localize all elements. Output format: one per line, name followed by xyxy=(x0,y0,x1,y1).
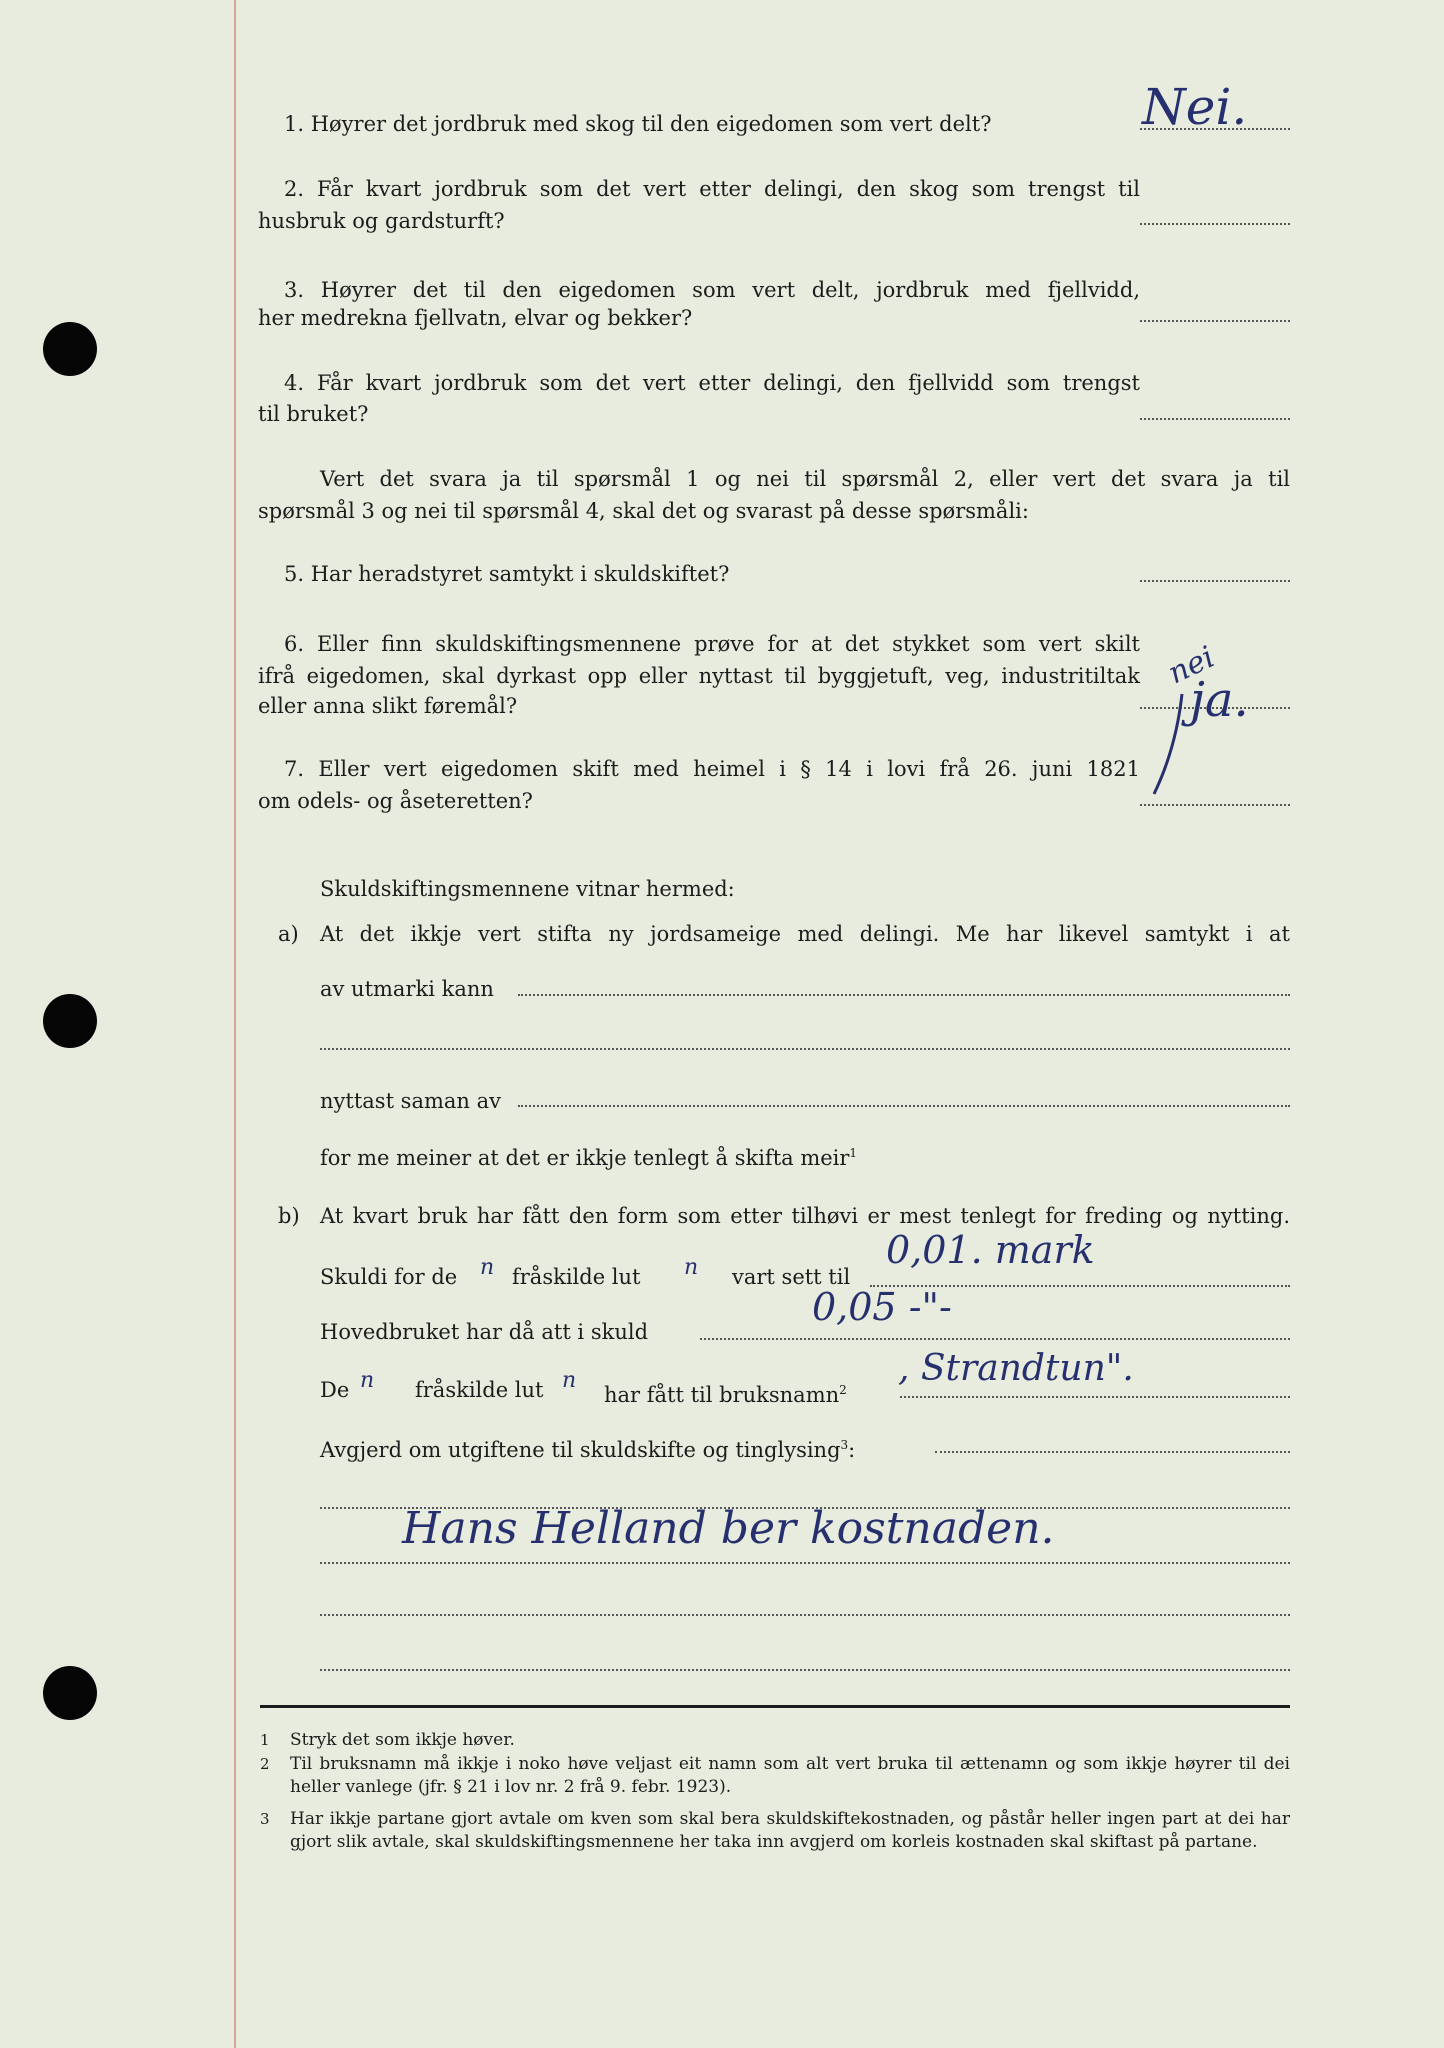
question-3-line-2: her medrekna fjellvatn, elvar og bekker? xyxy=(258,306,693,330)
answer-line-5 xyxy=(1140,580,1290,582)
avgjerd-line xyxy=(935,1451,1290,1453)
answer-line-7 xyxy=(1140,804,1290,806)
skuld-label-c: vart sett til xyxy=(732,1265,851,1289)
skuld-label-a: Skuldi for de xyxy=(320,1265,458,1289)
question-3-line-1: 3. Høyrer det til den eigedomen som vert delt, jordbruk med fjellvidd, xyxy=(284,278,1140,302)
de-label-b: fråskilde lut xyxy=(415,1378,544,1402)
punch-hole-bottom xyxy=(43,1666,97,1720)
item-a-line-4: for me meiner at det er ikkje tenlegt å skifta meir$^1$ xyxy=(320,1146,858,1170)
question-2-line-2: husbruk og gardsturft? xyxy=(258,209,505,233)
footnote-2-number: 2 xyxy=(260,1755,270,1773)
de-suffix-1: n xyxy=(360,1368,375,1393)
q6-pen-stroke xyxy=(1150,690,1190,800)
punch-hole-top xyxy=(43,322,97,376)
footnote-1-text: Stryk det som ikkje høver. xyxy=(290,1730,515,1750)
item-b-line-1: At kvart bruk har fått den form som etter tilhøvi er mest tenlegt for freding og nytting. xyxy=(320,1204,1290,1228)
footnote-1-number: 1 xyxy=(260,1731,270,1749)
cost-line-3 xyxy=(320,1614,1290,1616)
footnote-3-text: Har ikkje partane gjort avtale om kven som skal bera skuldskiftekostnaden, og påstår heller ingen part at dei har gjort slik avtale, skal skuldskiftingsmennene her taka inn avgjerd om korleis kostnaden skal skiftast på partane. xyxy=(290,1809,1290,1852)
answer-q6-struck: nei xyxy=(1162,639,1220,692)
answer-line-2 xyxy=(1140,223,1290,225)
avgjerd-label: Avgjerd om utgiftene til skuldskifte og tinglysing$^3$: xyxy=(320,1438,856,1462)
answer-q6: ja. xyxy=(1190,672,1249,728)
de-label-a: De xyxy=(320,1378,350,1402)
question-6-line-2: ifrå eigedomen, skal dyrkast opp eller nyttast til byggjetuft, veg, industritiltak xyxy=(258,664,1140,688)
condition-line-2: spørsmål 3 og nei til spørsmål 4, skal det og svarast på desse spørsmåli: xyxy=(258,499,1029,523)
nyttast-line xyxy=(518,1105,1290,1107)
question-4-line-2: til bruket? xyxy=(258,402,369,426)
hovud-label: Hovedbruket har då att i skuld xyxy=(320,1320,649,1344)
utmark-line-1 xyxy=(518,994,1290,996)
skuld-value: 0,01. mark xyxy=(886,1228,1095,1272)
hovud-value: 0,05 -"- xyxy=(812,1285,952,1329)
question-5: 5. Har heradstyret samtykt i skuldskiftet? xyxy=(284,562,730,586)
de-suffix-2: n xyxy=(562,1368,577,1393)
item-a-line-1: At det ikkje vert stifta ny jordsameige med delingi. Me har likevel samtykt i at xyxy=(320,922,1290,946)
answer-q1: Nei. xyxy=(1142,78,1248,136)
answer-line-4 xyxy=(1140,418,1290,420)
question-2-line-1: 2. Får kvart jordbruk som det vert etter delingi, den skog som trengst til xyxy=(284,177,1140,201)
cost-line-2 xyxy=(320,1562,1290,1564)
skuld-label-b: fråskilde lut xyxy=(512,1265,641,1289)
hovud-line xyxy=(700,1338,1290,1340)
item-a-line-2: av utmarki kann xyxy=(320,977,494,1001)
margin-rule xyxy=(234,0,236,2048)
footnote-2-text: Til bruksnamn må ikkje i noko høve veljast eit namn som alt vert bruka til ættenamn og som ikkje høyrer til dei heller vanlege (jfr. § 21 i lov nr. 2 frå 9. febr. 1923). xyxy=(290,1754,1290,1797)
cost-note: Hans Helland ber kostnaden. xyxy=(402,1503,1055,1554)
condition-line-1: Vert det svara ja til spørsmål 1 og nei til spørsmål 2, eller vert det svara ja til xyxy=(320,467,1290,491)
bruksnamn-value: , Strandtun". xyxy=(898,1348,1134,1389)
question-6-line-3: eller anna slikt føremål? xyxy=(258,694,518,718)
skuld-suffix-1: n xyxy=(480,1255,495,1280)
question-4-line-1: 4. Får kvart jordbruk som det vert etter delingi, den fjellvidd som trengst xyxy=(284,371,1140,395)
de-label-c: har fått til bruksnamn$^2$ xyxy=(604,1383,847,1407)
item-b-marker: b) xyxy=(278,1204,300,1228)
question-7-line-2: om odels- og åseteretten? xyxy=(258,789,533,813)
bruksnamn-line xyxy=(900,1396,1290,1398)
skuld-suffix-2: n xyxy=(684,1255,699,1280)
cost-line-4 xyxy=(320,1669,1290,1671)
footnote-3-number: 3 xyxy=(260,1810,270,1828)
item-a-line-3: nyttast saman av xyxy=(320,1089,501,1113)
footnote-divider xyxy=(260,1705,1290,1708)
answer-line-3 xyxy=(1140,320,1290,322)
punch-hole-middle xyxy=(43,994,97,1048)
question-1: 1. Høyrer det jordbruk med skog til den eigedomen som vert delt? xyxy=(284,112,992,136)
utmark-line-2 xyxy=(320,1048,1290,1050)
question-7-line-1: 7. Eller vert eigedomen skift med heimel i § 14 i lovi frå 26. juni 1821 xyxy=(284,757,1140,781)
item-a-marker: a) xyxy=(278,922,299,946)
testimony-heading: Skuldskiftingsmennene vitnar hermed: xyxy=(320,877,735,901)
question-6-line-1: 6. Eller finn skuldskiftingsmennene prøve for at det stykket som vert skilt xyxy=(284,632,1140,656)
